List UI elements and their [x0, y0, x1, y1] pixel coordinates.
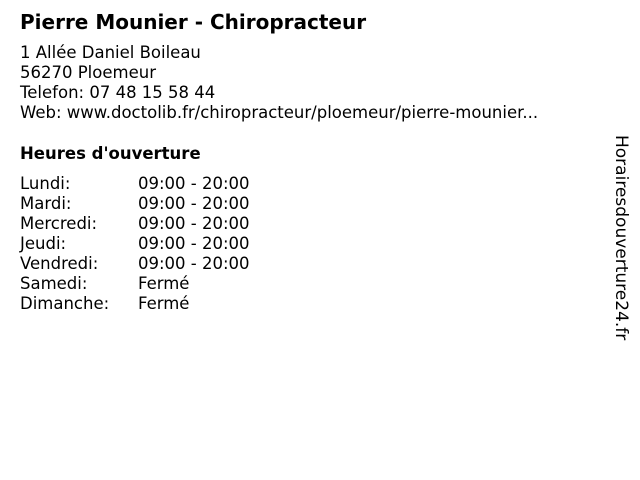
hours-value: 09:00 - 20:00: [138, 254, 250, 273]
hours-row-friday: [20, 254, 320, 274]
hours-row-saturday: [20, 274, 320, 294]
day-label: Jeudi:: [20, 234, 67, 253]
hours-value: 09:00 - 20:00: [138, 214, 250, 233]
day-label: Vendredi:: [20, 254, 99, 273]
day-label: Lundi:: [20, 174, 71, 193]
site-watermark: [610, 135, 634, 345]
address-block: [20, 43, 538, 123]
day-label: Mardi:: [20, 194, 72, 213]
day-label: Mercredi:: [20, 214, 98, 233]
hours-value: 09:00 - 20:00: [138, 234, 250, 253]
hours-value: 09:00 - 20:00: [138, 174, 250, 193]
city-postal-code: 56270 Ploemeur: [20, 63, 156, 82]
opening-hours-heading: Heures d'ouverture: [20, 144, 201, 163]
watermark-text: Horairesdouverture24.fr: [611, 135, 631, 341]
hours-value: 09:00 - 20:00: [138, 194, 250, 213]
day-label: Dimanche:: [20, 294, 110, 313]
hours-row-wednesday: [20, 214, 320, 234]
phone-number: Telefon: 07 48 15 58 44: [20, 83, 216, 102]
hours-value: Fermé: [138, 294, 190, 313]
page-title: Pierre Mounier - Chiropracteur: [20, 10, 367, 34]
street-address: 1 Allée Daniel Boileau: [20, 43, 201, 62]
website-link[interactable]: Web: www.doctolib.fr/chiropracteur/ploemeur/pierre-mounier...: [20, 103, 539, 122]
hours-row-thursday: [20, 234, 320, 254]
opening-hours-list: [20, 174, 320, 314]
hours-row-monday: [20, 174, 320, 194]
day-label: Samedi:: [20, 274, 88, 293]
hours-row-sunday: [20, 294, 320, 314]
hours-value: Fermé: [138, 274, 190, 293]
hours-row-tuesday: [20, 194, 320, 214]
